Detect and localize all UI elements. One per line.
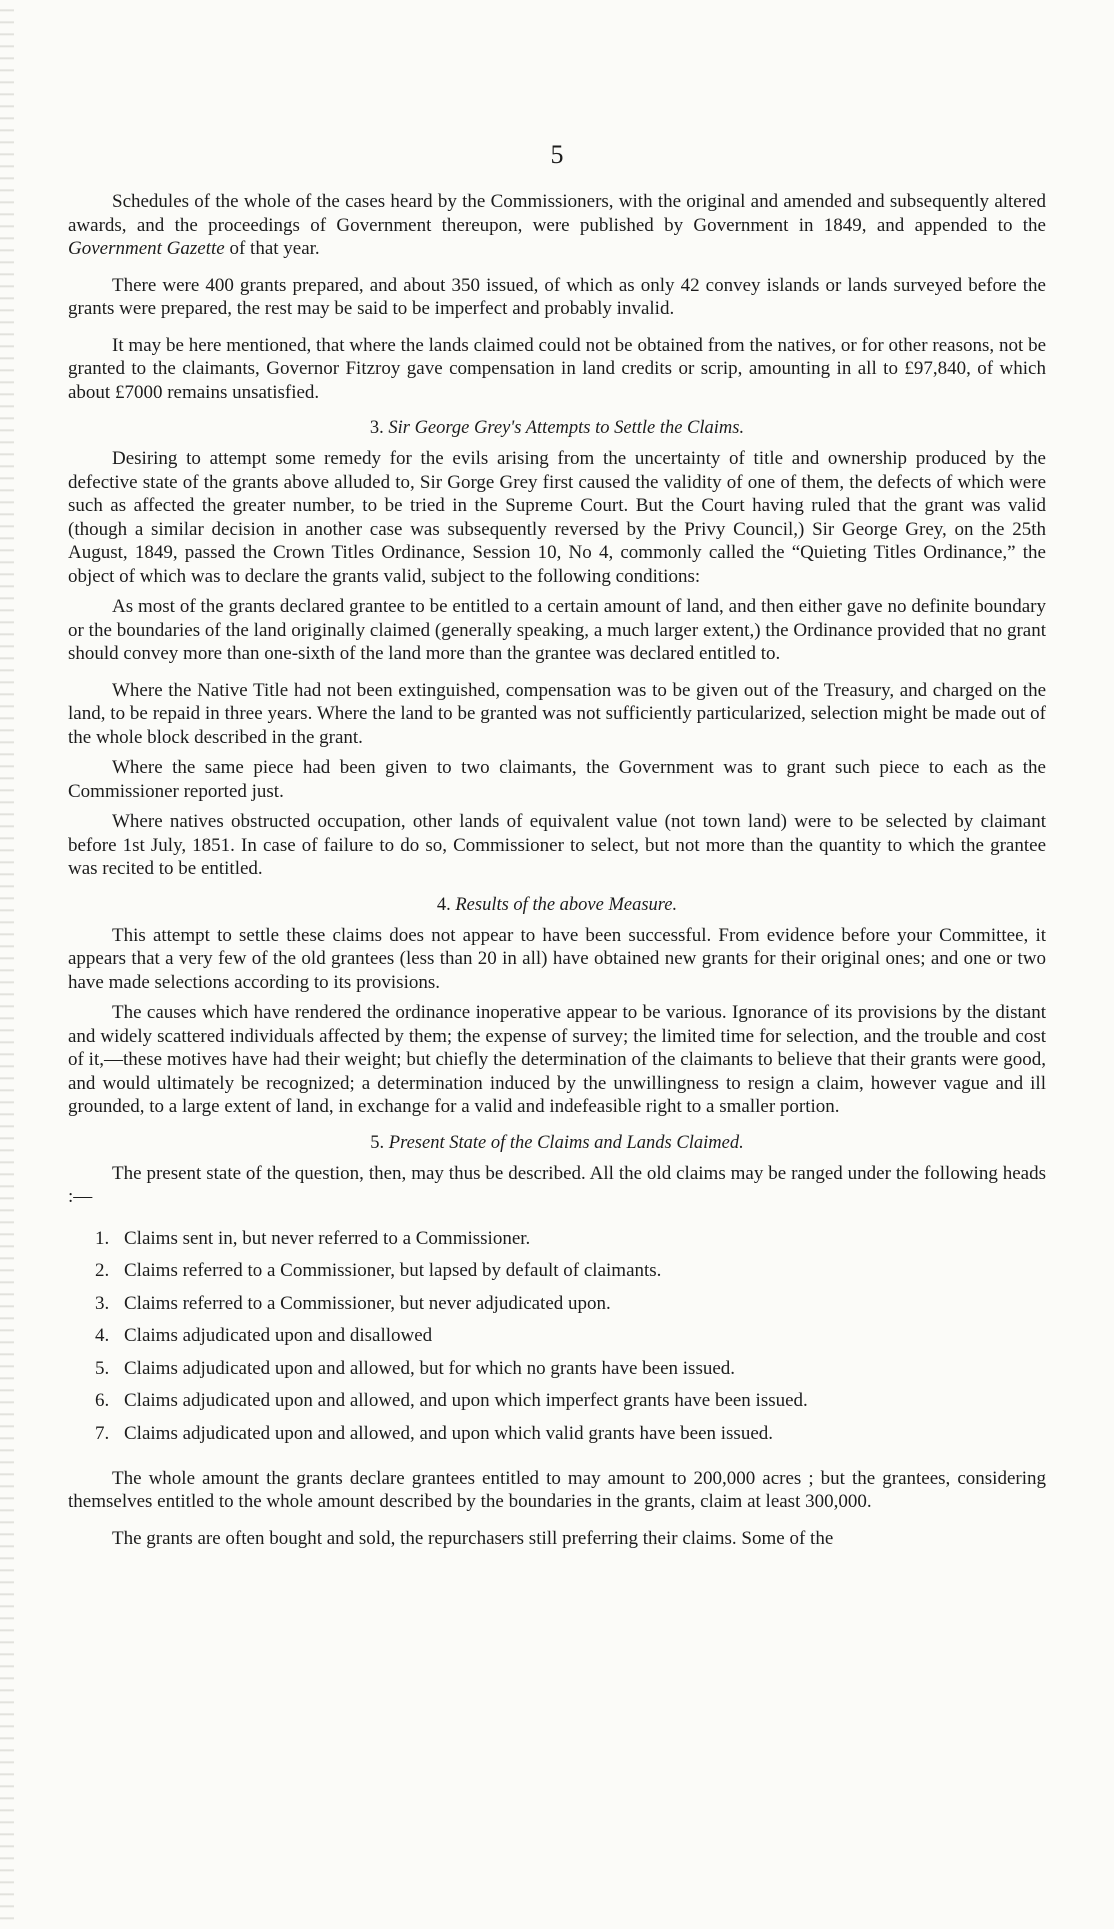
list-number: 7. [95, 1422, 110, 1444]
paragraph-same-piece: Where the same piece had been given to two claimants, the Government was to grant such piece to each as the Commissioner reported just. [68, 757, 1046, 802]
document-page [68, 140, 1046, 1563]
list-text: Claims referred to a Commissioner, but never adjudicated upon. [124, 1292, 611, 1314]
list-item [95, 1357, 1046, 1380]
list-text: Claims referred to a Commissioner, but lapsed by default of claimants. [124, 1260, 662, 1281]
claims-list [68, 1227, 1046, 1445]
paragraph-whole-amount: The whole amount the grants declare grantees entitled to may amount to 200,000 acres ; but the grantees, considering themselves entitled to the whole amount described by the boundaries in the grants, claim at least 300,000. [68, 1467, 1046, 1512]
section-title: Sir George Grey's Attempts to Settle the Claims. [388, 418, 745, 438]
section-title: Present State of the Claims and Lands Claimed. [388, 1132, 744, 1153]
list-number: 1. [95, 1227, 110, 1249]
paragraph-natives-obstructed: Where natives obstructed occupation, other lands of equivalent value (not town land) were to be selected by claimant before 1st July, 1851. In case of failure to do so, Commissioner to select, but not more than the quantity to which the grantee was recited to be entitled. [68, 811, 1046, 879]
paragraph-attempt: This attempt to settle these claims does not appear to have been successful. From evidence before your Committee, it appears that a very few of the old grantees (less than 20 in all) have obtained new grants for their original ones; and one or two have made selections according to its provisions. [68, 924, 1046, 993]
section-number: 4. [436, 894, 451, 915]
list-text: Claims adjudicated upon and allowed, and upon which imperfect grants have been issued. [124, 1390, 808, 1411]
list-item [95, 1259, 1046, 1282]
paragraph-grants-prepared: There were 400 grants prepared, and about 350 issued, of which as only 42 convey islands or lands surveyed before the grants were prepared, the rest may be said to be imperfect and probably invalid. [68, 274, 1046, 319]
section-number: 5. [370, 1132, 385, 1153]
list-item [95, 1389, 1046, 1412]
list-item [95, 1422, 1046, 1445]
scan-edge [0, 0, 14, 1929]
list-text: Claims sent in, but never referred to a Commissioner. [124, 1227, 531, 1249]
paragraph-compensation: It may be here mentioned, that where the lands claimed could not be obtained from the natives, or for other reasons, not be granted to the claimants, Governor Fitzroy gave compensation in land credits or scrip, amounting in all to £97,840, of which about £7000 remains unsatisfied. [68, 334, 1046, 403]
paragraph-bought-sold: The grants are often bought and sold, the repurchasers still preferring their claims. Some of the [112, 1527, 834, 1549]
list-item [95, 1227, 1046, 1250]
section-heading-5 [68, 1133, 1046, 1154]
paragraph-schedules-text-b: of that year. [224, 238, 320, 259]
list-number: 6. [95, 1390, 110, 1411]
section-number: 3. [369, 418, 384, 438]
paragraph-grants-declared: As most of the grants declared grantee to be entitled to a certain amount of land, and then either gave no definite boundary or the boundaries of the land originally claimed (generally speaking, a much larger extent,) the Ordinance provided that no grant should convey more than one-sixth of the land more than the grantee was declared entitled to. [68, 596, 1046, 664]
section-heading-3 [68, 418, 1046, 439]
list-text: Claims adjudicated upon and disallowed [124, 1325, 433, 1346]
list-number: 5. [95, 1357, 110, 1379]
gazette-title: Government Gazette [68, 238, 225, 259]
paragraph-causes: The causes which have rendered the ordinance inoperative appear to be various. Ignorance of its provisions by the distant and widely scattered individuals affected by them; the expense of survey; the limited time for selection, and the trouble and cost of it,—these motives have had their weight; but chiefly the determination of the claimants to believe that their grants were good, and would ultimately be recognized; a determination induced by the unwillingness to resign a claim, however vague and ill grounded, to a large extent of land, in exchange for a valid and indefeasible right to a smaller portion. [68, 1002, 1046, 1117]
list-item [95, 1324, 1046, 1347]
section-heading-4 [68, 895, 1046, 916]
paragraph-schedules [68, 190, 1046, 261]
list-number: 3. [95, 1292, 110, 1314]
list-number: 2. [95, 1260, 110, 1281]
page-number: 5 [550, 140, 564, 169]
list-text: Claims adjudicated upon and allowed, and upon which valid grants have been issued. [124, 1422, 774, 1444]
paragraph-remedy: Desiring to attempt some remedy for the evils arising from the uncertainty of title and ownership produced by the defective state of the grants above alluded to, Sir Gorge Grey first caused the validity of one of them, the defects of which were such as affected the greater number, to be tried in the Supreme Court. But the Court having ruled that the grant was valid (though a similar decision in another case was subsequently reversed by the Privy Council,) Sir George Grey, on the 25th August, 1849, passed the Crown Titles Ordinance, Session 10, No 4, commonly called the “Quieting Titles Ordinance,” the object of which was to declare the grants valid, subject to the following conditions: [68, 448, 1046, 587]
list-item [95, 1292, 1046, 1315]
paragraph-native-title: Where the Native Title had not been extinguished, compensation was to be given out of the Treasury, and charged on the land, to be repaid in three years. Where the land to be granted was not sufficiently particularized, selection might be made out of the whole block described in the grant. [68, 679, 1046, 748]
paragraph-present-state: The present state of the question, then, may thus be described. All the old claims may be ranged under the following heads :— [68, 1162, 1046, 1207]
list-text: Claims adjudicated upon and allowed, but for which no grants have been issued. [124, 1357, 736, 1379]
section-title: Results of the above Measure. [455, 894, 678, 915]
paragraph-schedules-text-a: Schedules of the whole of the cases heard by the Commissioners, with the original and amended and subsequently altered awards, and the proceedings of Government thereupon, were published by Government in 1849, and appended to the [68, 191, 1046, 236]
list-number: 4. [95, 1325, 110, 1346]
